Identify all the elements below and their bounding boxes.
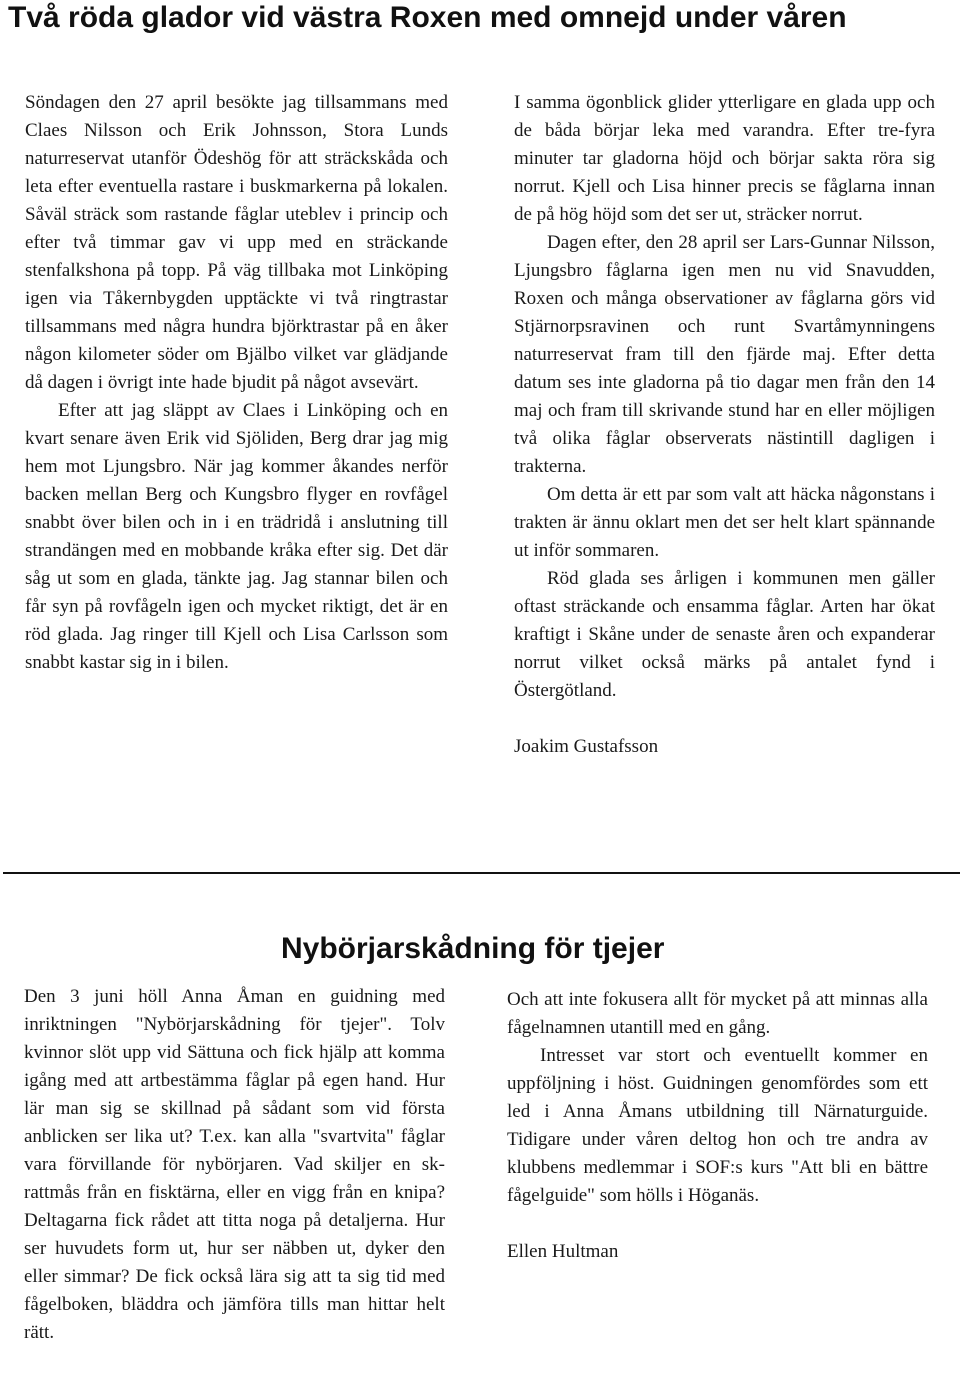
paragraph: I samma ögonblick glider ytterligare en glada upp och de båda börjar leka med varandra. Efter tre-fyra minuter tar gladorna höjd och börjar sakta röra sig norrut. Kjell och Lisa hinner precis se fåglarna innan de på hög höjd som det ser ut, sträcker norrut. (514, 92, 935, 225)
paragraph: Röd glada ses årligen i kommunen men gäller oftast sträckande och ensamma fåglar. Arten har ökat kraftigt i Skåne under de senaste åren och expanderar norrut vilket också märks på antalet fynd i Östergötland. (514, 568, 935, 701)
article-column-left (24, 983, 445, 1347)
paragraph: Efter att jag släppt av Claes i Linköping och en kvart senare även Erik vid Sjöliden, Berg drar jag mig hem mot Ljungsbro. När jag kommer åkandes nerför backen mellan Berg och Kungsbro flyger en rovfågel snabbt över bilen och in i en trädridå i anslutning till strandängen med en mobbande kråka efter sig. Det där såg ut som en glada, tänkte jag. Jag stannar bilen och får syn på rovfågeln igen och mycket riktigt, det är en röd glada. Jag ringer till Kjell och Lisa Carlsson som snabbt kastar sig in i bilen. (25, 400, 448, 673)
paragraph: Och att inte fokusera allt för mycket på att minnas alla fågelnamnen utantill med en gång. (507, 989, 928, 1038)
author-signature: Ellen Hultman (507, 1241, 619, 1262)
article-column-right (507, 986, 928, 1266)
article-title: Nybörjarskådning för tjejer (281, 932, 665, 965)
paragraph: Om detta är ett par som valt att häcka någonstans i trakten är ännu oklart men det ser helt klart spännande ut inför sommaren. (514, 484, 935, 561)
paragraph: Intresset var stort och eventuellt kommer en uppföljning i höst. Guidningen genomfördes som ett led i Anna Åmans utbildning till Närnaturguide. Tidigare under våren deltog hon och tre andra av klubbens medlemmar i SOF:s kurs "Att bli en bättre fågelguide" som hölls i Höganäs. (507, 1045, 928, 1206)
section-divider (3, 872, 960, 874)
article-column-left (25, 89, 448, 677)
article-column-right (514, 89, 935, 761)
article-title: Två röda glador vid västra Roxen med omnejd under våren (8, 1, 847, 34)
paragraph: Söndagen den 27 april besökte jag tillsammans med Claes Nilsson och Erik Johnsson, Stora Lunds naturreservat utanför Ödeshög för att sträckskåda och leta efter eventuella rastare i buskmarkerna på lokalen. Såväl sträck som rastande fåglar uteblev i princip och efter två timmar gav vi upp med en sträckande stenfalkshona på topp. På väg tillbaka mot Linköping igen via Tåkernbygden upptäckte vi två ringtrastar tillsammans med några hundra björktrastar på en åker någon kilometer söder om Bjälbo vilket var glädjande då dagen i övrigt inte hade bjudit på något avsevärt. (25, 92, 448, 393)
paragraph: Den 3 juni höll Anna Åman en guidning med inriktningen "Nybörjarskådning för tjejer". Tolv kvinnor slöt upp vid Sättuna och fick hjälp att komma igång med att artbestämma fåglar på egen hand. Hur lär man sig se skillnad på sådant som vid första anblicken ser lika ut? T.ex. kan alla "svartvita" fåglar vara förvillande för nybörjaren. Vad skiljer en skrattmås från en fisktärna, eller en vigg från en knipa? Deltagarna fick rådet att titta noga på detaljerna. Hur ser huvudets form ut, hur ser näbben ut, dyker den eller simmar? De fick också lära sig att ta sig tid med fågelboken, bläddra och jämföra tills man hittar helt rätt. (24, 986, 445, 1343)
paragraph: Dagen efter, den 28 april ser Lars-Gunnar Nilsson, Ljungsbro fåglarna igen men nu vid Snavudden, Roxen och många observationer av fåglarna görs vid Stjärnorpsravinen och runt Svartåmynningens naturreservat fram till den fjärde maj. Efter detta datum ses inte gladorna på tio dagar men från den 14 maj och fram till skrivande stund har en eller möjligen två olika fåglar observerats nästintill dagligen i trakterna. (514, 232, 935, 477)
author-signature: Joakim Gustafsson (514, 736, 659, 757)
